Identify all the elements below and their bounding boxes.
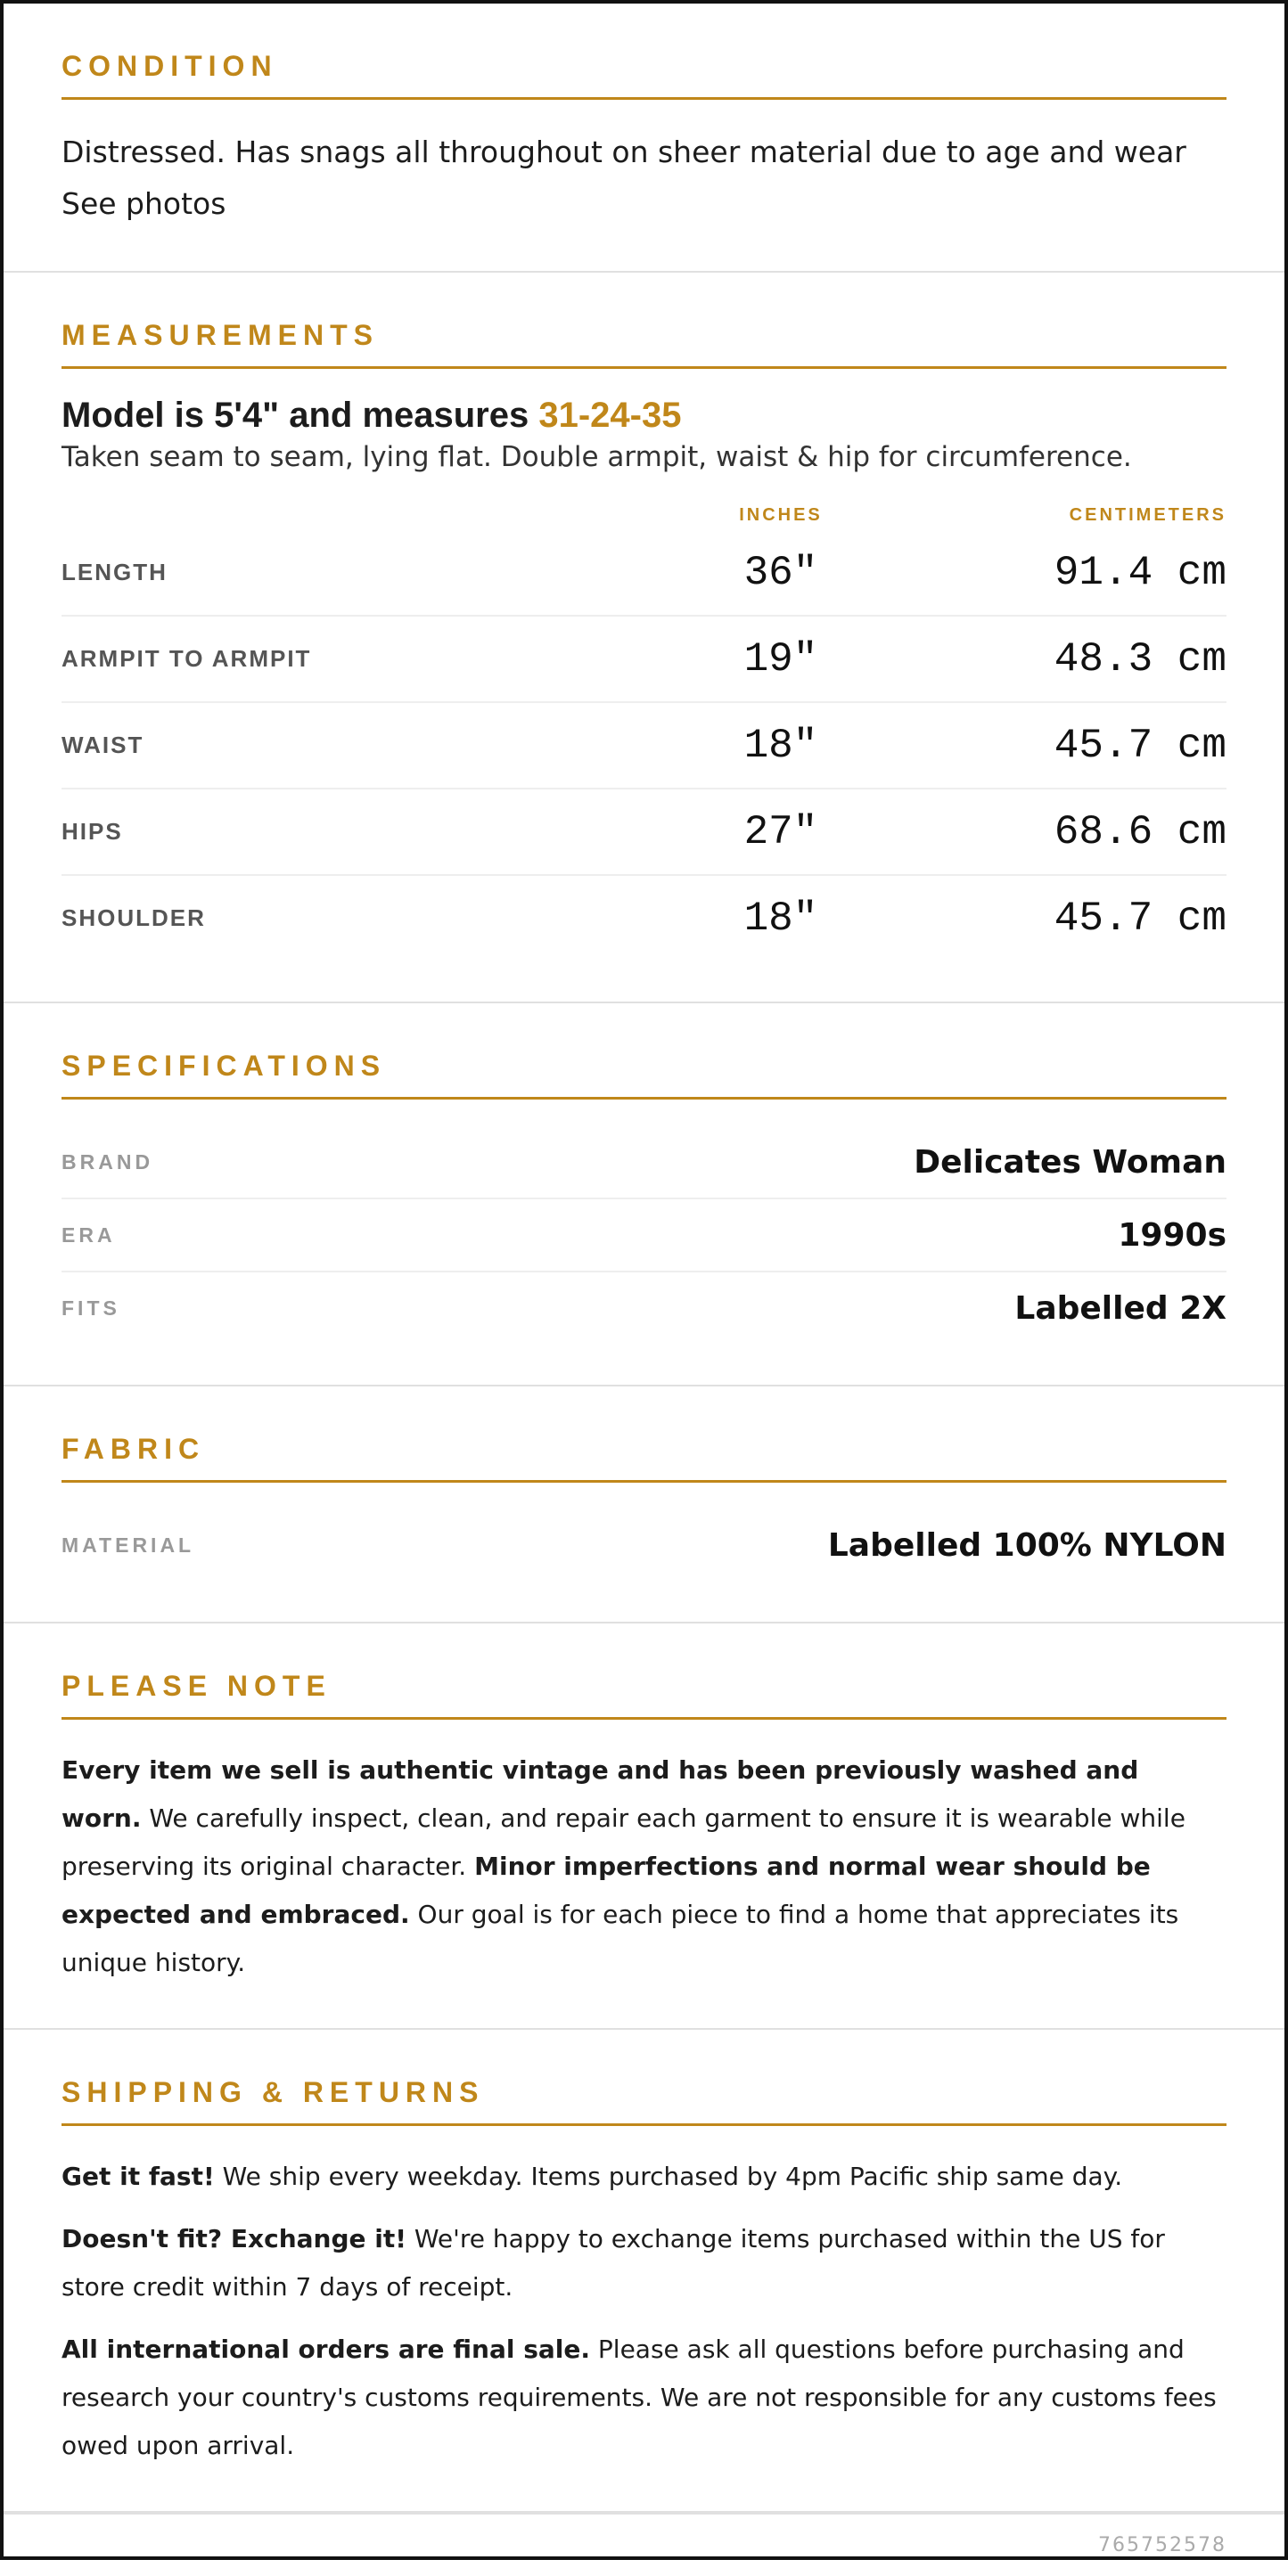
spec-row	[62, 1272, 1226, 1344]
measurement-label: SHOULDER	[62, 904, 206, 931]
measurement-inches: 19"	[743, 635, 818, 683]
condition-section	[4, 4, 1284, 273]
measurement-cm: 45.7 cm	[1054, 895, 1226, 942]
please-note-title: PLEASE NOTE	[62, 1670, 1226, 1720]
measurement-cm: 91.4 cm	[1054, 549, 1226, 596]
model-prefix: Model is 5'4" and measures	[62, 396, 539, 435]
fabric-value: Labelled 100% NYLON	[827, 1526, 1226, 1564]
note-bold-2: Minor imperfections and normal wear should be expected and embraced.	[62, 1852, 1151, 1929]
measurement-header	[62, 500, 1226, 530]
fabric-label: MATERIAL	[62, 1533, 195, 1557]
condition-title: CONDITION	[62, 50, 1226, 100]
shipping-text-2: We're happy to exchange items purchased within the US for store credit within 7 days of receipt.	[62, 2224, 1165, 2302]
spec-value: Labelled 2X	[1014, 1289, 1226, 1327]
shipping-section	[4, 2030, 1284, 2513]
measurement-row	[62, 617, 1226, 703]
spec-label: ERA	[62, 1223, 116, 1247]
product-id: 765752578	[1098, 2534, 1226, 2556]
measurement-inches: 18"	[743, 722, 818, 769]
note-bold-1: Every item we sell is authentic vintage and has been previously washed and worn.	[62, 1755, 1139, 1833]
measurement-row	[62, 530, 1226, 617]
inches-column-header: INCHES	[739, 504, 823, 525]
specifications-title: SPECIFICATIONS	[62, 1050, 1226, 1100]
measurement-label: ARMPIT TO ARMPIT	[62, 645, 312, 672]
note-text-2: Our goal is for each piece to find a home that appreciates its unique history.	[62, 1900, 1179, 1977]
measurement-inches: 18"	[743, 895, 818, 942]
shipping-paragraph-2	[62, 2215, 1226, 2311]
footer	[4, 2513, 1284, 2576]
shipping-paragraph-3	[62, 2326, 1226, 2470]
condition-text: Distressed. Has snags all throughout on sheer material due to age and wear See photos	[62, 135, 1186, 221]
measurement-label: WAIST	[62, 732, 144, 758]
please-note-text	[62, 1746, 1226, 1987]
measurement-note: Taken seam to seam, lying flat. Double armpit, waist & hip for circumference.	[62, 441, 1132, 473]
spec-row	[62, 1199, 1226, 1272]
specifications-list	[62, 1126, 1226, 1344]
measurement-label: LENGTH	[62, 559, 168, 585]
spec-value: Delicates Woman	[914, 1143, 1226, 1181]
measurements-title: MEASUREMENTS	[62, 319, 1226, 369]
measurement-table	[62, 530, 1226, 961]
shipping-title: SHIPPING & RETURNS	[62, 2076, 1226, 2126]
measurement-inches: 36"	[743, 549, 818, 596]
spec-label: FITS	[62, 1296, 120, 1320]
measurement-row	[62, 876, 1226, 961]
measurement-cm: 48.3 cm	[1054, 635, 1226, 683]
shipping-bold-1: Get it fast!	[62, 2162, 215, 2191]
spec-row	[62, 1126, 1226, 1199]
model-measurements	[62, 396, 1226, 436]
shipping-paragraph-1	[62, 2153, 1226, 2201]
please-note-section	[4, 1623, 1284, 2030]
measurement-cm: 68.6 cm	[1054, 808, 1226, 855]
measurement-row	[62, 789, 1226, 876]
measurement-cm: 45.7 cm	[1054, 722, 1226, 769]
shipping-text-1: We ship every weekday. Items purchased by 4pm Pacific ship same day.	[214, 2162, 1123, 2191]
spec-label: BRAND	[62, 1149, 154, 1174]
shipping-text-3: Please ask all questions before purchasing and research your country's customs requirements. We are not responsible for any customs fees owed upon arrival.	[62, 2335, 1217, 2460]
fabric-row	[62, 1509, 1226, 1581]
note-text-1: We carefully inspect, clean, and repair each garment to ensure it is wearable while preserving its original character.	[62, 1803, 1185, 1881]
spec-value: 1990s	[1118, 1216, 1226, 1254]
measurement-row	[62, 703, 1226, 789]
shipping-bold-2: Doesn't fit? Exchange it!	[62, 2224, 406, 2253]
measurement-label: HIPS	[62, 818, 123, 845]
measurement-inches: 27"	[743, 808, 818, 855]
fabric-title: FABRIC	[62, 1433, 1226, 1483]
measurements-section	[4, 273, 1284, 1003]
model-highlight: 31-24-35	[538, 396, 682, 435]
shipping-bold-3: All international orders are final sale.	[62, 2335, 591, 2364]
specifications-section	[4, 1003, 1284, 1386]
centimeters-column-header: CENTIMETERS	[1069, 504, 1226, 525]
fabric-section	[4, 1386, 1284, 1623]
